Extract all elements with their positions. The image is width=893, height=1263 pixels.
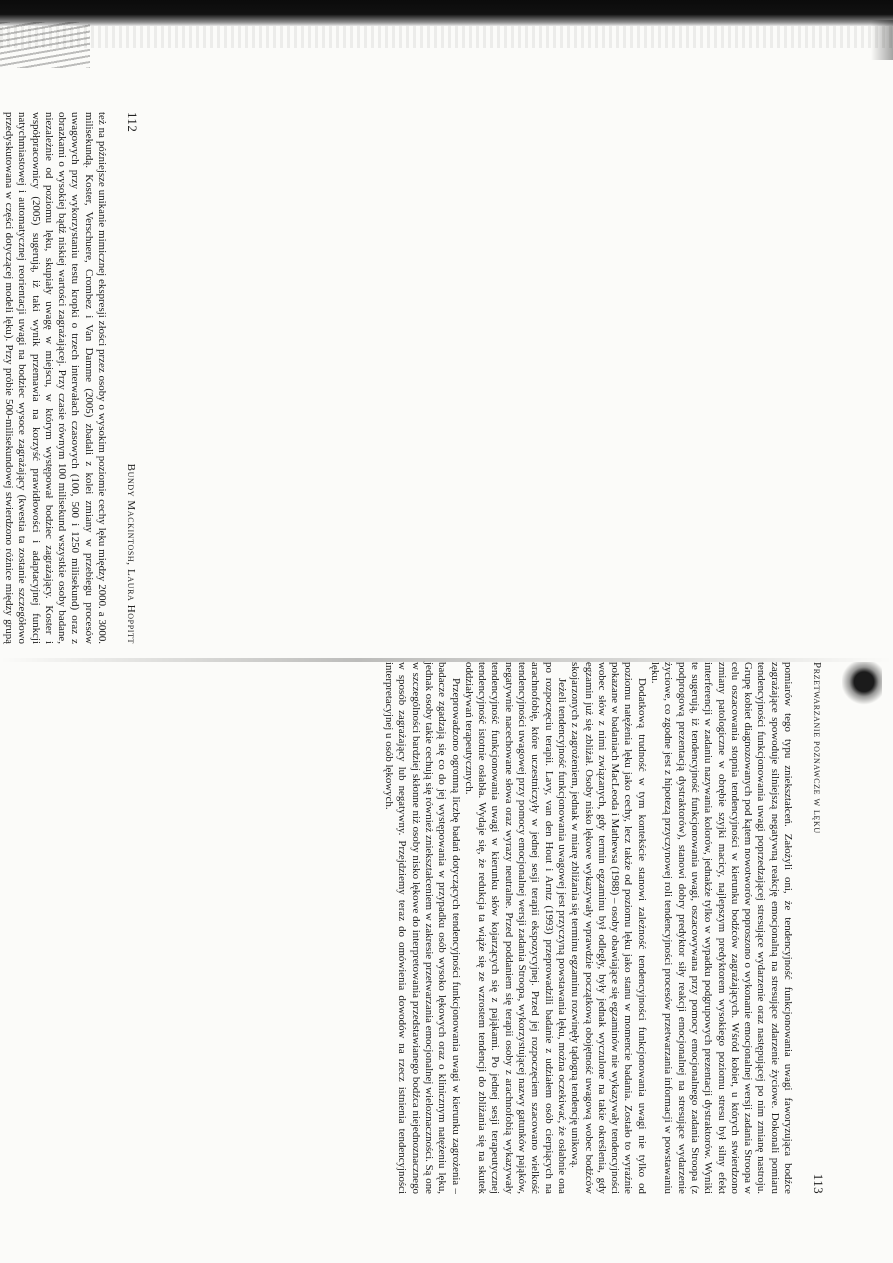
right-page-number: 113 (811, 1173, 826, 1194)
left-page (0, 112, 140, 644)
left-page-body (0, 112, 108, 644)
paragraph: Jeżeli tendencyjność funkcjonowania uwagowej jest przyczyną powstawania lęku, można oczekiwać, że osłabnie ona po rozpoczęciu terapii. Lavy, van den Hout i Arntz (1993) przeprowadzili badanie z udziałem osób cierpiących na arachnofobię, które uczestniczyły w jednej sesji terapii ekspozycyjnej. Przed jej rozpoczęciem szacowano wielkość tendencyjności uwagowej przy pomocy emocjonalnej wersji zadania Stroopa, wykorzystującej nazwy gatunków pająków, negatywnie nacechowane słowa oraz wyrazy neutralne. Przed poddaniem się terapii osoby z arachnofobią wykazywały tendencyjność funkcjonowania uwagi w kierunku słów kojarzących się z pająkami. Po jednej sesji terapeutycznej tendencyjność istotnie osłabła. Wydaje się, że redukcja ta wiąże się ze wzrostem tendencji do zbliżania się na skutek oddziaływań terapeutycznych. (462, 662, 568, 1194)
scan-edge-shadow (871, 20, 893, 60)
right-page-header (802, 662, 826, 1194)
paragraph: pomiarów tego typu zniekształceń. Założyli oni, że tendencyjność funkcjonowania uwagi faworyzująca bodźce zagrażające spowoduje silniejszą negatywną reakcję emocjonalną na stresujące zdarzenie życiowe. Dokonali pomiaru tendencyjności funkcjonowania uwagi poprzedzającej stresujące wydarzenie oraz następującej po nim zmianę nastroju. Grupę kobiet diagnozowanych pod kątem nowotworów poproszono o wykonanie emocjonalnej wersji zadania Stroopa w celu oszacowania stopnia tendencyjności w kierunku bodźców zagrażających. Wśród kobiet, u których stwierdzono zmiany patologiczne w obrębie szyjki macicy, najlepszym predyktorem wysokiego poziomu stresu był silny efekt interferencji w zadaniu nazywania kolorów, jednakże tylko w wypadku podgrupowych prezentacji dystraktorów. Wyniki te sugerują, iż tendencyjność funkcjonowania uwagi, oszacowywana przy pomocy emocjonalnego zadania Stroopa (z podprogową prezentacją dystraktorów), stanowi dobry predyktor siły reakcji emocjonalnej na stresujące wydarzenie życiowe, co zgodne jest z hipotezą przyczynowej roli tendencyjności procesów przetwarzania informacji w powstawaniu lęku. (649, 662, 794, 1194)
right-page-body (382, 662, 794, 1194)
left-page-header (116, 112, 140, 644)
left-page-number: 112 (125, 112, 140, 133)
scan-top-shadow (0, 0, 893, 26)
scan-ink-blot (842, 662, 882, 706)
paragraph: też na późniejsze unikanie mimicznej ekspresji złości przez osoby o wysokim poziomie cechy lęku między 2000. a 3000. milisekundą. Koster, Verschuere, Crombez i Van Damme (2005) zbadali z kolei zmiany w przebiegu procesów uwagowych przy wykorzystaniu testu kropki o trzech interwałach czasowych (100, 500 i 1250 milisekund) oraz z obrazkami o wysokiej bądź niskiej wartości zagrażającej. Przy czasie równym 100 milisekund wszystkie osoby badane, niezależnie od poziomu lęku, skupiały uwagę w miejscu, w którym występował bodziec zagrażający. Koster i współpracownicy (2005) sugerują, iż taki wynik przemawia na korzyść prawidłowości i adaptacyjnej funkcji natychmiastowej i automatycznej reorientacji uwagi na bodziec wysoce zagrażający (kwestia ta zostanie szczegółowo przedyskutowana w części dotyczącej modeli lęku). Przy próbie 500-milisekundowej stwierdzono różnice między grupą (2, 112, 108, 644)
left-running-head: Bundy Mackintosh, Laura Hoppitt (125, 463, 137, 644)
right-running-head: Przetwarzanie poznawcze w lęku (811, 662, 823, 834)
paragraph: Dodatkową trudność w tym kontekście stanowi zależność tendencyjności funkcjonowania uwagi nie tylko od poziomu natężenia lęku jako cechy, lecz także od poziomu lęku jako stanu w momencie badania. Zostało to wyraźnie pokazane w badaniach MacLeoda i Mathewsa (1988) – osoby obawiające się egzaminów nie wykazywały tendencyjności wobec słów z nimi związanych, gdy termin egzaminu był odległy, były jednak wyczulone na takie określenia, gdy egzamin już się zbliżał. Osoby nisko lękowe wykazywały wprawdzie początkową obojętność uwagową wobec bodźców skojarzonych z zagrożeniem, jednak w miarę zbliżania się terminu egzaminu rozwinęły tądogną tendencję unikową. (569, 662, 648, 1194)
scan-corner-artifact (0, 22, 90, 68)
paragraph: Przeprowadzono ogromną liczbę badań dotyczących tendencyjności funkcjonowania uwagi w kierunku zagrożenia – badacze zgadzają się co do jej występowania w przypadku osób wysoko lękowych oraz o klinicznym natężeniu lęku, jednak osoby takie cechują się również zniekształceniem w zakresie przetwarzania emocjonalnej wieloznaczności. Są one w szczególności bardziej skłonne niż osoby nisko lękowe do interpretowania przedstawianego bodźca niejednoznacznego w sposób zagrażający lub negatywny. Przejdziemy teraz do omówienia dowodów na rzecz istnienia tendencyjności interpretacyjnej u osób lękowych. (383, 662, 462, 1194)
right-page (382, 662, 826, 1194)
